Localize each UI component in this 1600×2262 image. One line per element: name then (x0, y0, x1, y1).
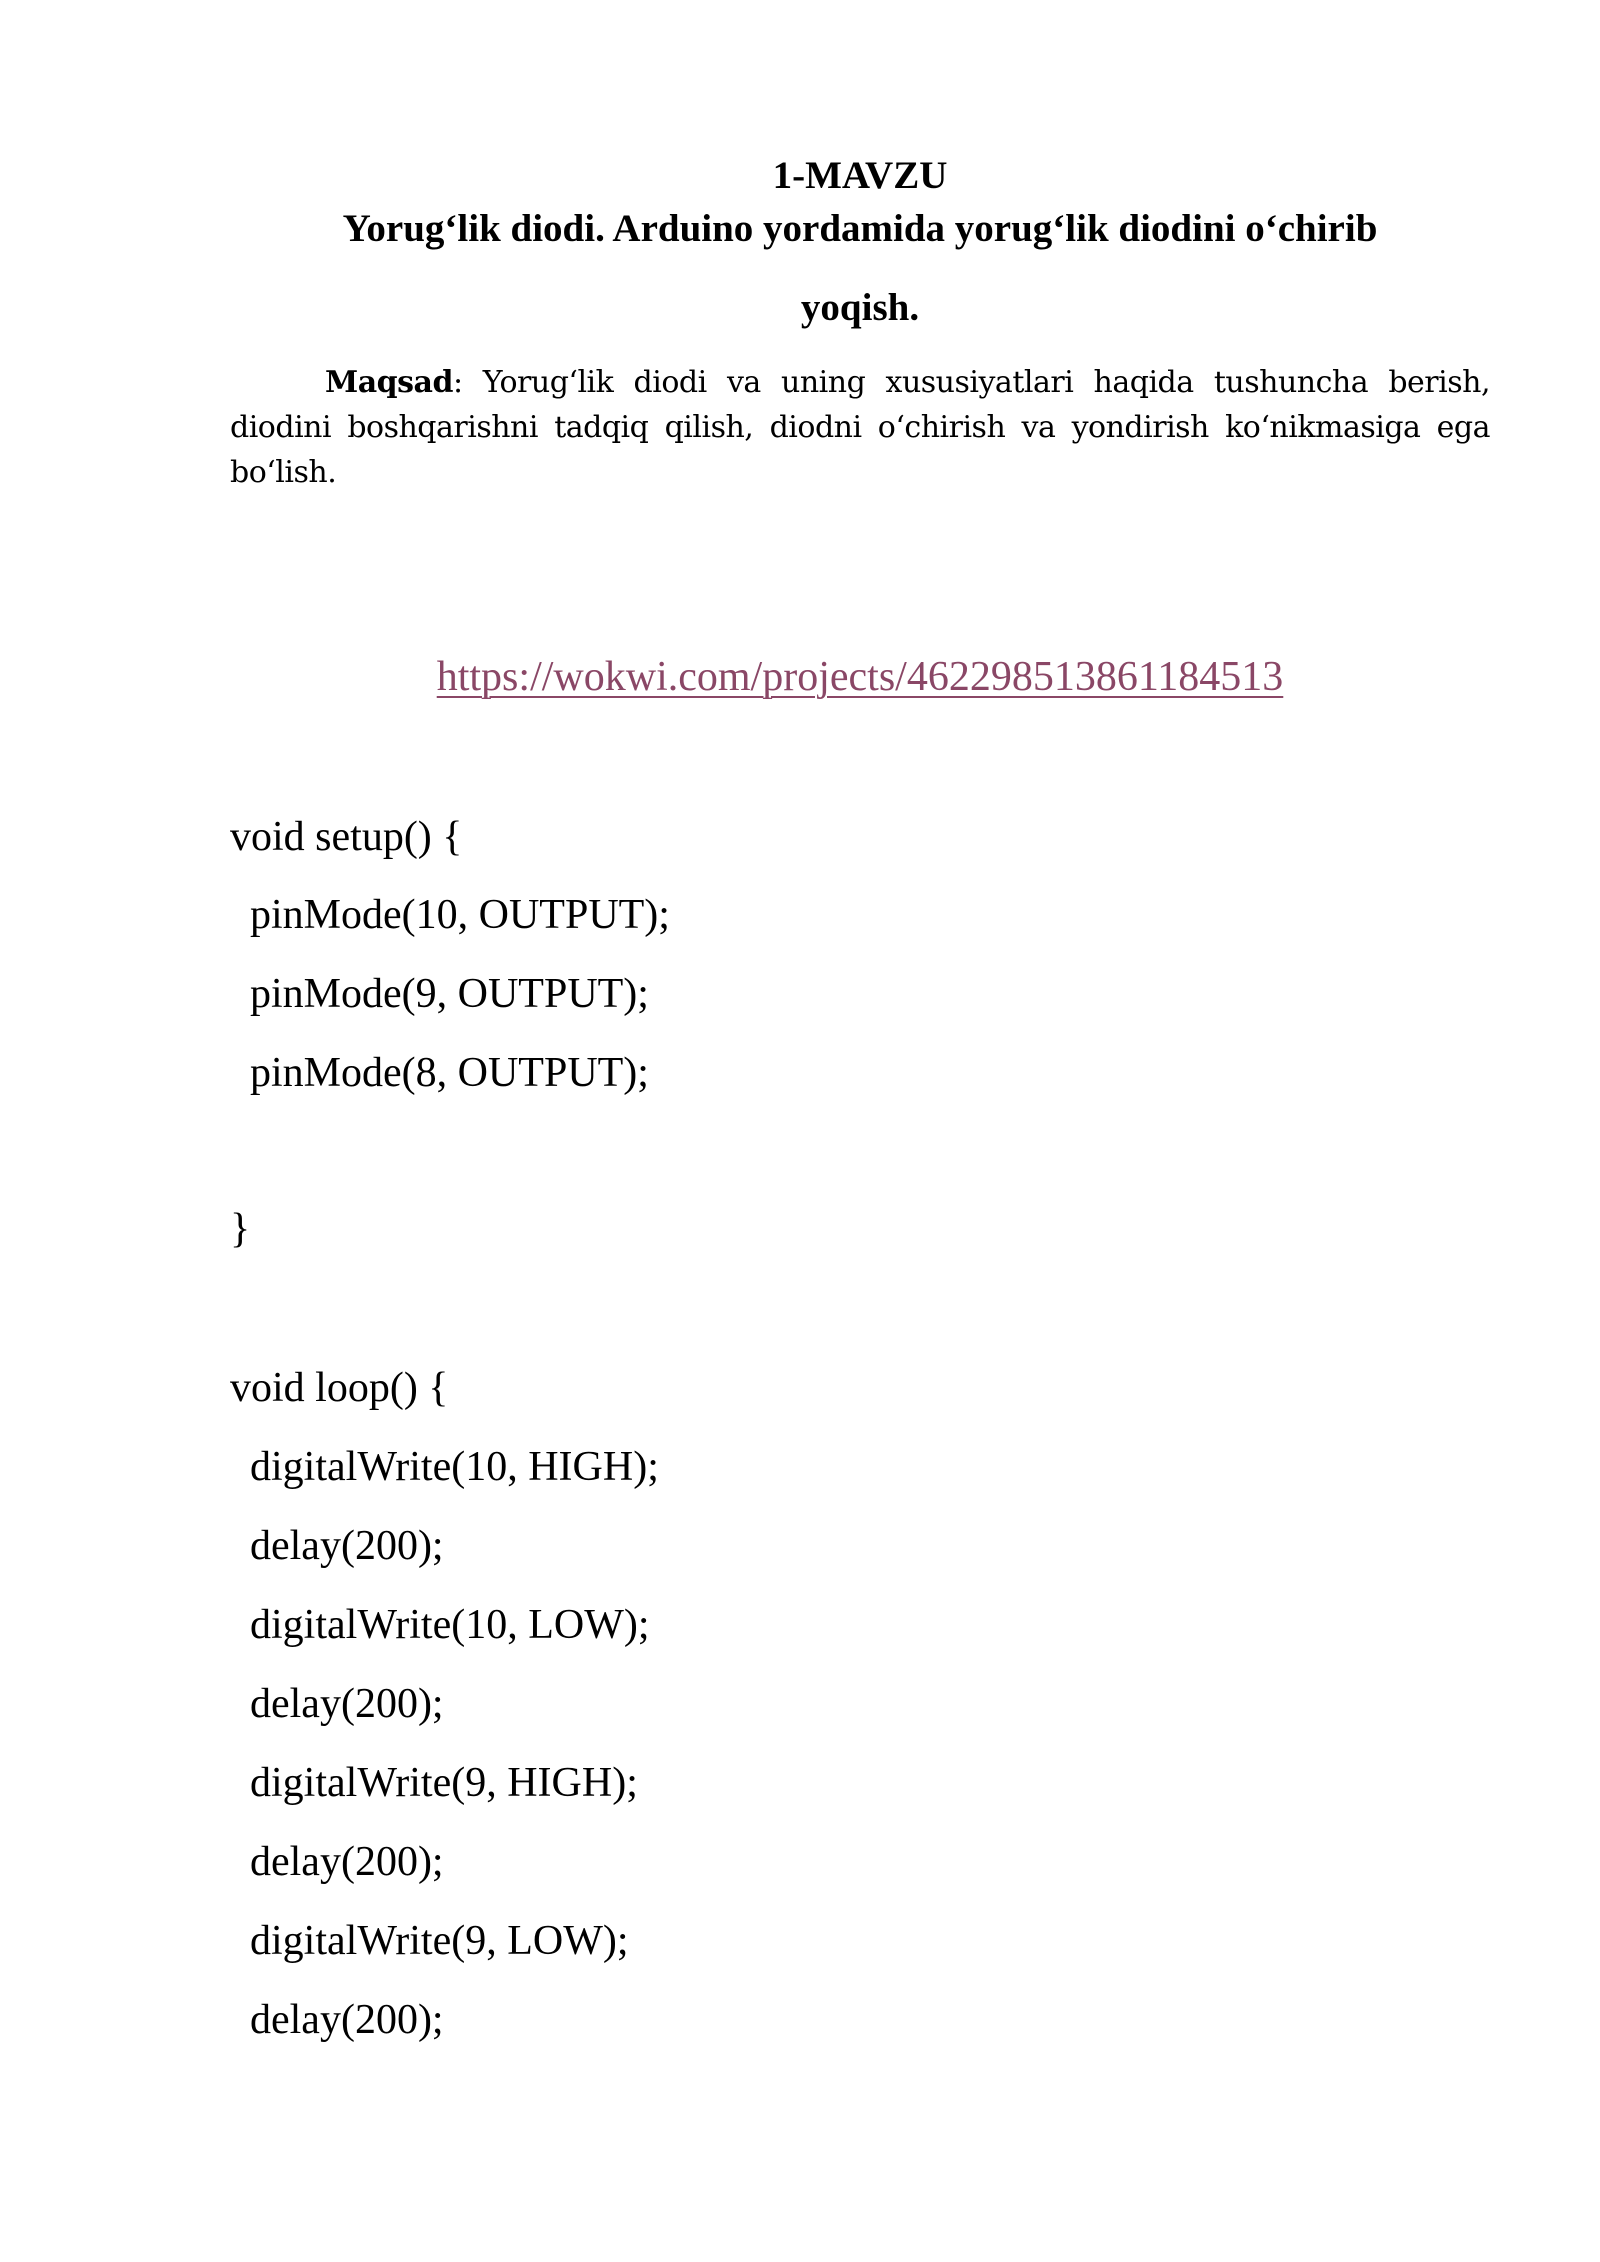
code-line: pinMode(10, OUTPUT); (250, 892, 670, 938)
code-line: delay(200); (250, 1839, 444, 1885)
code-line: pinMode(9, OUTPUT); (250, 971, 649, 1017)
code-line: delay(200); (250, 1523, 444, 1569)
code-setup-close: } (230, 1206, 251, 1252)
code-loop-open: void loop() { (230, 1365, 449, 1411)
code-line: delay(200); (250, 1997, 444, 2043)
topic-number: 1-MAVZU (772, 154, 948, 197)
code-line: digitalWrite(9, HIGH); (250, 1760, 638, 1806)
wokwi-project-link[interactable]: https://wokwi.com/projects/462298513861184513 (436, 654, 1284, 700)
code-setup-open: void setup() { (230, 814, 463, 860)
code-line: pinMode(8, OUTPUT); (250, 1050, 649, 1096)
topic-title-line-1: Yorug‘lik diodi. Arduino yordamida yorug‘lik diodini o‘chirib (342, 207, 1378, 250)
purpose-text: : Yorug‘lik diodi va uning xususiyatlari haqida tushuncha berish, diodini boshqarishni tadqiq qilish, diodni o‘chirish va yondirish ko‘nikmasiga ega bo‘lish. (230, 365, 1490, 490)
code-line: digitalWrite(9, LOW); (250, 1918, 629, 1964)
code-line: delay(200); (250, 1681, 444, 1727)
code-line: digitalWrite(10, LOW); (250, 1602, 650, 1648)
code-line: digitalWrite(10, HIGH); (250, 1444, 659, 1490)
purpose-label: Maqsad (325, 365, 453, 400)
purpose-paragraph (230, 360, 1490, 495)
topic-title-line-2: yoqish. (800, 286, 920, 329)
